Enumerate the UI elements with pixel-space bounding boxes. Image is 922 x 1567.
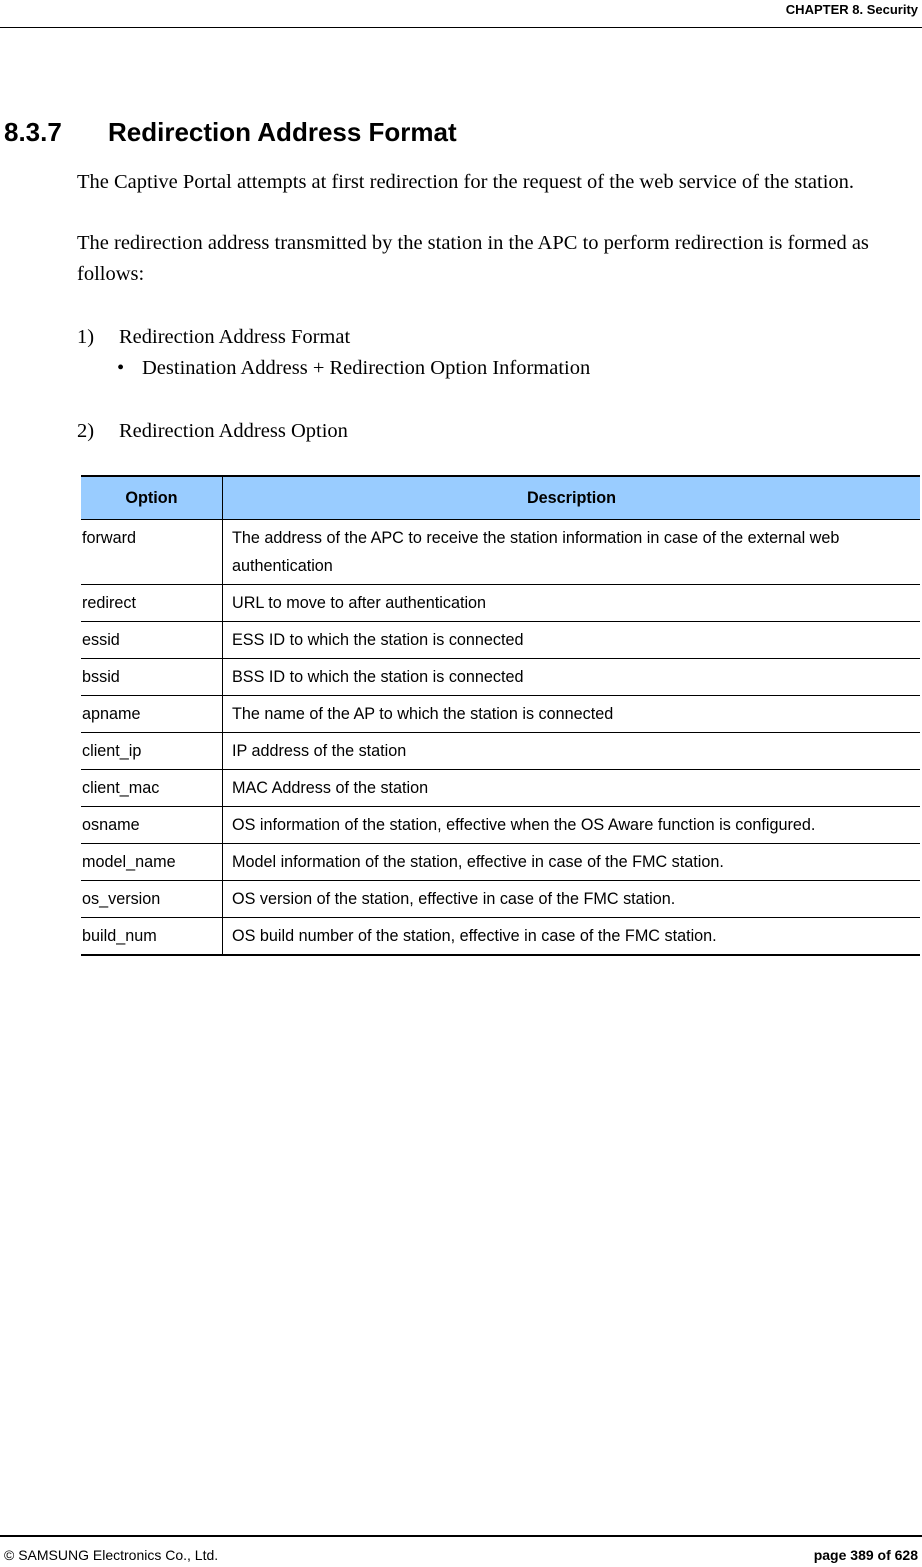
option-cell: redirect xyxy=(81,585,223,622)
section-number: 8.3.7 xyxy=(4,117,62,147)
option-cell: model_name xyxy=(81,844,223,881)
list-marker: 2) xyxy=(77,420,95,442)
page-header xyxy=(0,0,922,28)
bullet-marker: • xyxy=(117,357,125,379)
page-number: page 389 of 628 xyxy=(813,1547,918,1563)
copyright-text: © SAMSUNG Electronics Co., Ltd. xyxy=(4,1547,219,1563)
option-cell: forward xyxy=(81,520,223,585)
table-row xyxy=(81,918,920,956)
option-cell: build_num xyxy=(81,918,223,956)
option-cell: client_mac xyxy=(81,770,223,807)
paragraph-format: The redirection address transmitted by the station in the APC to perform redirection is formed as follows: xyxy=(77,232,869,285)
description-cell: BSS ID to which the station is connected xyxy=(223,659,921,696)
description-cell: MAC Address of the station xyxy=(223,770,921,807)
bullet-item-text: Destination Address + Redirection Option Information xyxy=(142,357,591,379)
option-cell: osname xyxy=(81,807,223,844)
description-cell: OS build number of the station, effective in case of the FMC station. xyxy=(223,918,921,956)
description-cell: Model information of the station, effective in case of the FMC station. xyxy=(223,844,921,881)
paragraph-intro: The Captive Portal attempts at first redirection for the request of the web service of the station. xyxy=(77,171,855,193)
description-cell: IP address of the station xyxy=(223,733,921,770)
description-cell: ESS ID to which the station is connected xyxy=(223,622,921,659)
section-title: Redirection Address Format xyxy=(108,117,457,147)
list-item xyxy=(77,322,350,352)
bullet-item xyxy=(117,353,590,383)
chapter-title: CHAPTER 8. Security xyxy=(785,2,918,17)
table-row xyxy=(81,807,920,844)
description-cell: OS version of the station, effective in case of the FMC station. xyxy=(223,881,921,918)
section-heading xyxy=(4,117,457,148)
description-cell: OS information of the station, effective when the OS Aware function is configured. xyxy=(223,807,921,844)
table-row xyxy=(81,585,920,622)
table-row xyxy=(81,770,920,807)
option-cell: os_version xyxy=(81,881,223,918)
column-header-description: Description xyxy=(223,476,921,520)
option-cell: client_ip xyxy=(81,733,223,770)
table-row xyxy=(81,622,920,659)
list-item xyxy=(77,416,348,446)
description-cell: The address of the APC to receive the station information in case of the external web authentication xyxy=(223,520,921,585)
description-cell: The name of the AP to which the station is connected xyxy=(223,696,921,733)
table-row xyxy=(81,881,920,918)
list-marker: 1) xyxy=(77,326,95,348)
list-item-text: Redirection Address Option xyxy=(119,420,348,442)
table-row xyxy=(81,696,920,733)
table-row xyxy=(81,844,920,881)
page-footer xyxy=(0,1535,922,1567)
table-header-row xyxy=(81,476,920,520)
table-row xyxy=(81,659,920,696)
description-cell: URL to move to after authentication xyxy=(223,585,921,622)
option-cell: apname xyxy=(81,696,223,733)
column-header-option: Option xyxy=(81,476,223,520)
option-cell: essid xyxy=(81,622,223,659)
list-item-text: Redirection Address Format xyxy=(119,326,351,348)
table-body xyxy=(81,520,920,956)
option-cell: bssid xyxy=(81,659,223,696)
table-row xyxy=(81,520,920,585)
table-row xyxy=(81,733,920,770)
redirection-options-table xyxy=(81,475,920,956)
